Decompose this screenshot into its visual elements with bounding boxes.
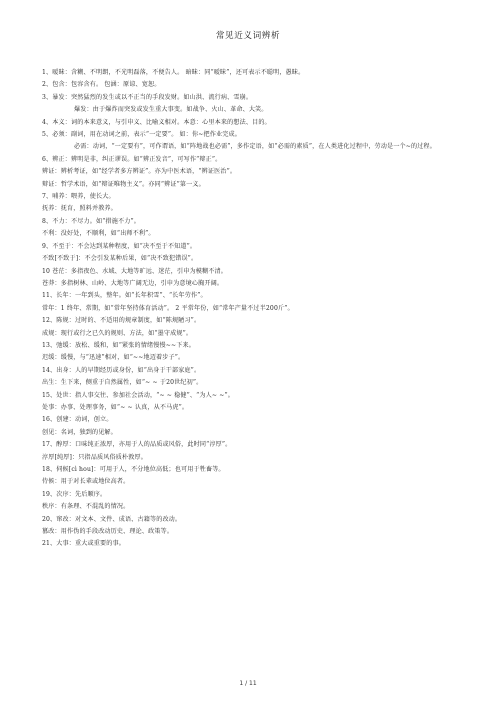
paragraph: 不利：没好处，不顺利，如“出师不利”。 xyxy=(42,230,155,238)
paragraph: 8、不力：不尽力。如“措施不力”。 xyxy=(42,217,140,225)
paragraph: 爆发：由于爆炸而突发或发生重大事变。如战争、火山、革命、大笑。 xyxy=(74,106,268,114)
paragraph: 4、本义：词的本来意义，与引申义、比喻义相对。本意：心里本来的想法、目的。 xyxy=(42,118,271,126)
paragraph: 6、辨正：辨明是非，纠正谬误。如“辨正发音”，可写作“辩正”。 xyxy=(42,155,222,163)
paragraph: 不致[不致于]：不会引发某种后果，如“决不致犯错误”。 xyxy=(42,255,198,263)
paragraph: 1、暧昧：含糊、不明朗，不光明磊落，不便告人。 暗昧：同“暧昧”，还可表示不聪明，愚昧。 xyxy=(42,69,305,76)
paragraph: 20、窜改：对文本、文件、成语、古籍等的改动。 xyxy=(42,515,182,523)
paragraph: 11、长年：一年到头，整年。如“长年积雪”、“长年劳作”。 xyxy=(42,292,207,300)
paragraph: 必需：动词，“一定要有”，可作谓语，如“阵地战也必需”，多作定语，如“必需的素质”，在人类进化过程中，劳动是一个~的过程。 xyxy=(74,143,437,151)
paragraph: 17、醇厚：口味纯正浓厚，亦用于人的品质或风俗，此时同“淳厚”。 xyxy=(42,441,232,449)
page-number: 1 / 11 xyxy=(239,680,257,687)
paragraph: 3、暴发：突然猛烈的发生或以不正当的手段发财。如山洪、流行病、雪崩。 xyxy=(42,93,253,101)
page-title: 常见近义词辨析 xyxy=(215,31,281,41)
paragraph: 迟缓：缓慢，与“迅速”相对，如“~~地迈着步子”。 xyxy=(42,354,185,362)
paragraph: 处事：办事、处理事务，如“~ ~ 认真，从不马虎”。 xyxy=(42,403,189,411)
paragraph: 7、哺养：喂养，使长大。 xyxy=(42,193,115,201)
paragraph: 秩序：有条理、不混乱的情况。 xyxy=(42,503,130,511)
paragraph: 篡改：用作伪的手段改动历史、理论、政策等。 xyxy=(42,528,174,536)
paragraph: 19、次序：先后顺序。 xyxy=(42,490,107,498)
document-body xyxy=(30,67,466,551)
paragraph: 出生：生下来，侧重于自然属性，如“~ ~ 于20世纪初”。 xyxy=(42,379,203,387)
paragraph: 辨证：辨析考证，如“经学者多方辨证”。亦为中医术语，“辨证医治”。 xyxy=(42,168,237,176)
paragraph: 14、出身：人的早期经历或身份，如“出身于干部家庭”。 xyxy=(42,366,201,374)
paragraph: 苍莽：多指树林、山岭、大地等广阔无边，引申为意境心胸开阔。 xyxy=(42,279,224,287)
paragraph: 12、陈规：过时的、不适用的规章制度，如“陈规陋习”。 xyxy=(42,317,201,325)
paragraph: 21、大事：重大或重要的事。 xyxy=(42,540,125,548)
paragraph: 成规：现行或行之已久的规则、方法，如“墨守成规”。 xyxy=(42,329,193,337)
paragraph: 创见：名词，独到的见解。 xyxy=(42,428,117,436)
paragraph: 16、创建：动词，创立。 xyxy=(42,416,113,424)
paragraph: 淳厚[纯厚]：只指品质风俗质朴敦厚。 xyxy=(42,453,147,461)
paragraph: 10 苍茫：多指夜色、水域、大地等旷远、迷茫，引申为模糊不清。 xyxy=(42,267,227,275)
paragraph: 常年：1 终年、常期，如“常年坚持体育活动”。 2 平常年份，如“常年产量不过半200斤”。 xyxy=(42,304,294,312)
paragraph: 侍候：用于对长辈或地位高者。 xyxy=(42,478,130,486)
paragraph: 9、不至于：不会达到某种程度，如“决不至于不知道”。 xyxy=(42,242,197,250)
paragraph: 抚养：抚育，照料并教养。 xyxy=(42,205,117,213)
paragraph: 5、必须：副词，用在动词之前，表示“一定要”。 如：你~把作业完成。 xyxy=(42,131,241,139)
paragraph: 15、处世：指人事交往、参加社会活动，“~ ~ 稳健”、“为人~ ~”。 xyxy=(42,391,235,399)
paragraph: 18、伺候[cì hou]：可用于人，不分地位高低；也可用于牲畜等。 xyxy=(42,466,225,473)
paragraph: 2、包含：包容含有。 包涵：原谅、宽恕。 xyxy=(42,81,161,89)
paragraph: 13、弛缓：放松、缓和，如“紧张的情绪慢慢~~下来。 xyxy=(42,341,195,349)
paragraph: 辩证：哲学术语，如“辩证唯物主义”。亦同“辨证”第一义。 xyxy=(42,180,205,188)
